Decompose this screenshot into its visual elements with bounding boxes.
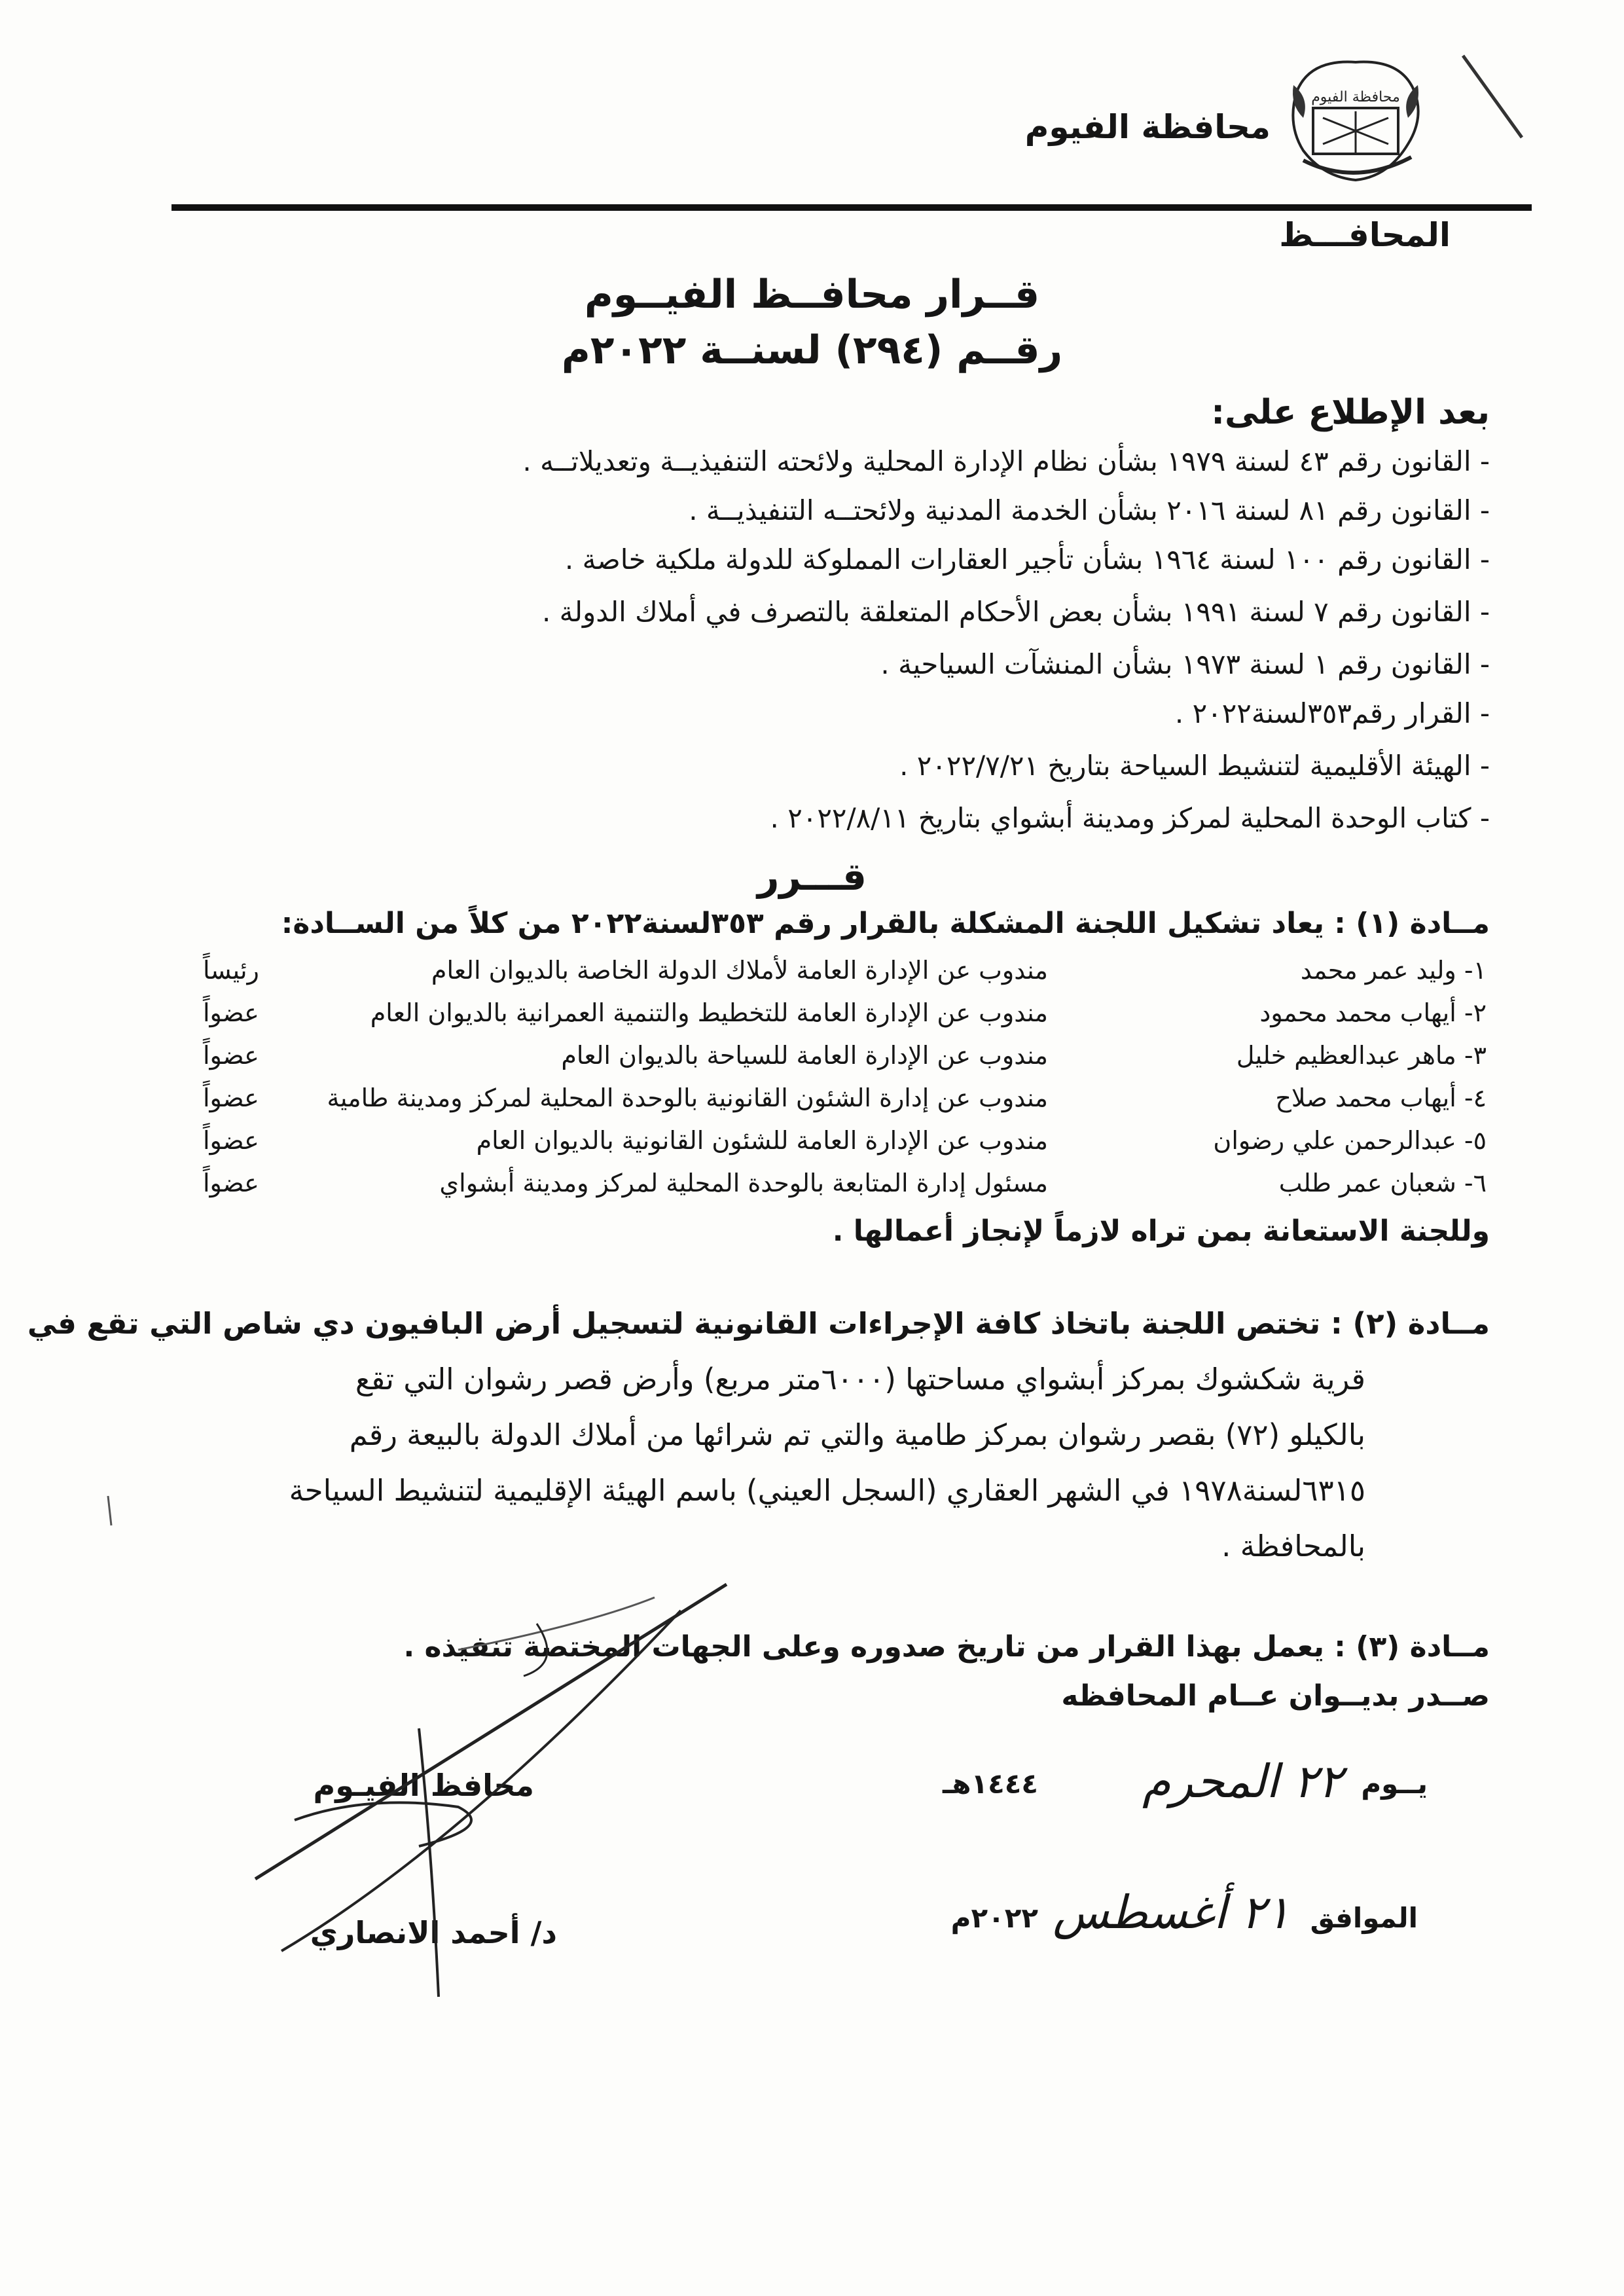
decree-number: رقــم (٢٩٤) لسنــة ٢٠٢٢م xyxy=(561,327,1063,373)
signatory-title: محافظ الفيـوم xyxy=(313,1768,534,1803)
article-2-line: قرية شكشوك بمركز أبشواي مساحتها (٦٠٠٠متر مربع) وأرض قصر رشوان التي تقع xyxy=(355,1362,1365,1396)
member-role: مندوب عن الإدارة العامة للتخطيط والتنمية العمرانية بالديوان العام xyxy=(370,998,1048,1027)
member-role: مندوب عن الإدارة العامة للشئون القانونية بالديوان العام xyxy=(476,1126,1048,1155)
article-1-text: مــادة (١) : يعاد تشكيل اللجنة المشكلة بالقرار رقم ٣٥٣لسنة٢٠٢٢ من كلاً من الســادة: xyxy=(281,907,1490,940)
member-role: مندوب عن الإدارة العامة لأملاك الدولة الخاصة بالديوان العام xyxy=(431,956,1048,985)
member-status: عضواً xyxy=(203,1126,259,1155)
member-name: ١- وليد عمر محمد xyxy=(1300,956,1487,985)
member-status: عضواً xyxy=(203,1169,259,1197)
header-divider xyxy=(171,204,1532,211)
article-2-line: مــادة (٢) : تختص اللجنة باتخاذ كافة الإجراءات القانونية لتسجيل أرض البافيون دي شاص التي تقع في xyxy=(27,1306,1490,1341)
member-status: رئيساً xyxy=(203,956,259,985)
member-role: مسئول إدارة المتابعة بالوحدة المحلية لمركز ومدينة أبشواي xyxy=(439,1169,1048,1197)
decree-title: قــرار محافــظ الفيــوم xyxy=(584,272,1040,318)
preamble-item: - القرار رقم٣٥٣لسنة٢٠٢٢ . xyxy=(1174,697,1490,729)
preamble-item: - القانون رقم ٤٣ لسنة ١٩٧٩ بشأن نظام الإدارة المحلية ولائحته التنفيذيــة وتعديلاتــه . xyxy=(522,445,1490,477)
hijri-date-handwritten: ٢٢ المحرم xyxy=(1142,1755,1343,1808)
member-role: مندوب عن إدارة الشئون القانونية بالوحدة المحلية لمركز ومدينة طامية xyxy=(327,1084,1048,1112)
governorate-name: محافظة الفيوم xyxy=(1024,108,1271,146)
member-status: عضواً xyxy=(203,1041,259,1070)
member-name: ٣- ماهر عبدالعظيم خليل xyxy=(1236,1041,1487,1070)
article-2-line: بالكيلو (٧٢) بقصر رشوان بمركز طامية والتي تم شرائها من أملاك الدولة بالبيعة رقم xyxy=(349,1417,1365,1452)
member-status: عضواً xyxy=(203,1084,259,1112)
member-name: ٢- أيهاب محمد محمود xyxy=(1259,998,1487,1027)
hijri-year: ١٤٤٤هـ xyxy=(942,1768,1038,1800)
preamble-item: - القانون رقم ٧ لسنة ١٩٩١ بشأن بعض الأحكام المتعلقة بالتصرف في أملاك الدولة . xyxy=(541,596,1490,628)
governor-position: المحافـــظ xyxy=(1279,216,1451,254)
gregorian-year: ٢٠٢٢م xyxy=(950,1902,1038,1934)
member-name: ٦- شعبان عمر طلب xyxy=(1278,1169,1487,1197)
article-2-line: ٦٣١٥لسنة١٩٧٨ في الشهر العقاري (السجل العيني) باسم الهيئة الإقليمية لتنشيط السياحة xyxy=(289,1473,1365,1508)
gregorian-date-handwritten: ٢١ أغسطس xyxy=(1053,1886,1290,1939)
hijri-day-prefix: يــوم xyxy=(1361,1768,1428,1800)
member-status: عضواً xyxy=(203,998,259,1027)
preamble-item: - القانون رقم ٨١ لسنة ٢٠١٦ بشأن الخدمة المدنية ولائحتــه التنفيذيــة . xyxy=(689,494,1490,526)
member-name: ٥- عبدالرحمن علي رضوان xyxy=(1213,1126,1487,1155)
article-1-closing: وللجنة الاستعانة بمن تراه لازماً لإنجاز أعمالها . xyxy=(832,1214,1490,1248)
member-name: ٤- أيهاب محمد صلاح xyxy=(1275,1084,1487,1112)
decision-label: قـــرر xyxy=(757,854,867,899)
article-3-text: مــادة (٣) : يعمل بهذا القرار من تاريخ صدوره وعلى الجهات المختصة تنفيذه . xyxy=(403,1630,1490,1664)
preamble-heading: بعد الإطلاع على: xyxy=(1211,393,1490,432)
gregorian-prefix: الموافق xyxy=(1310,1902,1418,1934)
svg-text:محافظة الفيوم: محافظة الفيوم xyxy=(1311,89,1400,105)
signatory-name: د/ أحمد الانصاري xyxy=(310,1915,557,1950)
article-2-line: بالمحافظة . xyxy=(1221,1529,1365,1563)
preamble-item: - كتاب الوحدة المحلية لمركز ومدينة أبشواي بتاريخ ٢٠٢٢/٨/١١ . xyxy=(770,802,1490,834)
member-role: مندوب عن الإدارة العامة للسياحة بالديوان العام xyxy=(561,1041,1048,1070)
issued-at: صــدر بديــوان عــام المحافظه xyxy=(1061,1679,1490,1713)
preamble-item: - القانون رقم ١٠٠ لسنة ١٩٦٤ بشأن تأجير العقارات المملوكة للدولة ملكية خاصة . xyxy=(564,543,1490,575)
preamble-item: - الهيئة الأقليمية لتنشيط السياحة بتاريخ ٢٠٢٢/٧/٢١ . xyxy=(899,750,1490,782)
governorate-seal-logo xyxy=(1284,46,1428,187)
preamble-item: - القانون رقم ١ لسنة ١٩٧٣ بشأن المنشآت السياحية . xyxy=(880,648,1490,680)
